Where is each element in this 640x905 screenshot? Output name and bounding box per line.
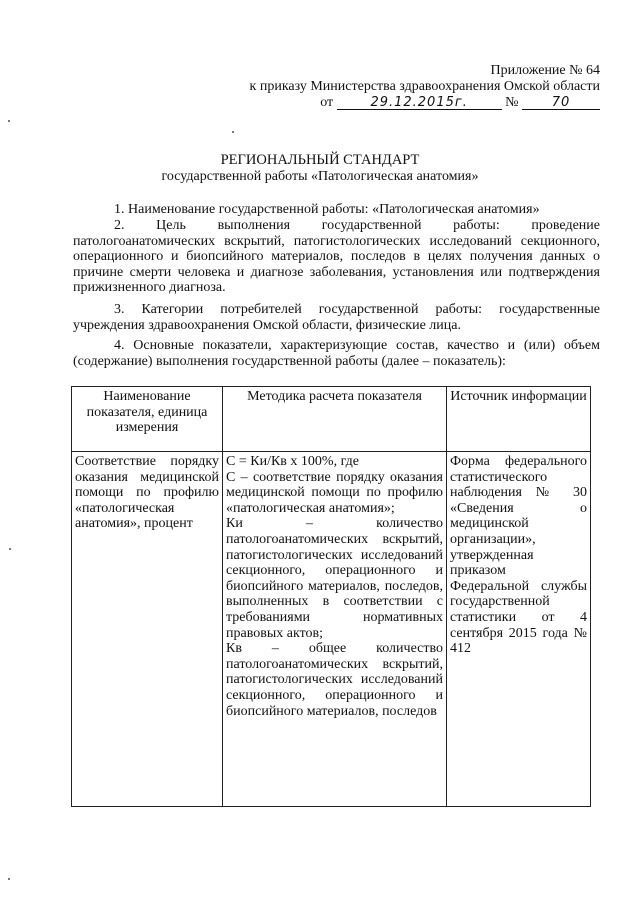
- header-indicator-name: Наименование показателя, единица измерения: [72, 387, 223, 452]
- date-field: [337, 97, 502, 110]
- scan-speck: [8, 120, 10, 122]
- order-date-line: [320, 95, 600, 111]
- cell-information-source: Форма федерального статистического наблюдения № 30 «Сведения о медицинской организации», утвержденная приказом Федеральной службы государственной статистики от 4 сентября 2015 года № 412: [447, 452, 591, 807]
- number-label: №: [505, 95, 519, 110]
- indicators-table: [71, 386, 591, 807]
- scan-speck: [8, 878, 10, 880]
- table-row: [72, 452, 591, 807]
- number-field: [522, 97, 600, 110]
- from-label: от: [320, 95, 334, 110]
- document-title: РЕГИОНАЛЬНЫЙ СТАНДАРТ: [220, 152, 420, 168]
- paragraph-3: 3. Категории потребителей государственной работы: государственные учреждения здравоохранения Омской области, физические лица.: [73, 302, 600, 333]
- header-information-source: Источник информации: [447, 387, 591, 452]
- scan-speck: [232, 131, 234, 133]
- appendix-label: Приложение № 64: [490, 63, 600, 78]
- definition-kv: Кв – общее количество патологоанатомических вскрытий, патогистологических исследований секционного, операционного и биопсийного материалов, последов: [226, 641, 443, 719]
- definition-c: С – соответствие порядку оказания медицинской помощи по профилю «патологическая анатомия»;: [226, 469, 443, 516]
- cell-indicator-name: Соответствие порядку оказания медицинской помощи по профилю «патологическая анатомия», процент: [72, 452, 223, 807]
- table-header-row: [72, 387, 591, 452]
- paragraph-4: 4. Основные показатели, характеризующие состав, качество и (или) объем (содержание) выполнения государственной работы (далее – показатель):: [73, 338, 600, 369]
- cell-calculation-method: [223, 452, 447, 807]
- order-line: к приказу Министерства здравоохранения Омской области: [249, 79, 600, 94]
- header-calculation-method: Методика расчета показателя: [223, 387, 447, 452]
- handwritten-date: 29.12.2015г.: [370, 95, 468, 110]
- paragraph-1: 1. Наименование государственной работы: «Патологическая анатомия»: [114, 202, 540, 217]
- definition-ki: Ки – количество патологоанатомических вскрытий, патогистологических исследований секционного, операционного и биопсийного материалов, последов, выполненных в соответствии с требованиями нормативных правовых актов;: [226, 516, 443, 641]
- formula-line: С = Ки/Кв х 100%, где: [226, 454, 359, 469]
- scan-speck: [9, 548, 11, 550]
- handwritten-number: 70: [551, 95, 571, 110]
- paragraph-2: 2. Цель выполнения государственной работы: проведение патологоанатомических вскрытий, патогистологических исследований секционного, операционного и биопсийного материалов, последов в целях получения данных о причине смерти человека и диагнозе заболевания, установления или подтверждения прижизненного диагноза.: [73, 218, 600, 296]
- document-subtitle: государственной работы «Патологическая анатомия»: [161, 169, 479, 184]
